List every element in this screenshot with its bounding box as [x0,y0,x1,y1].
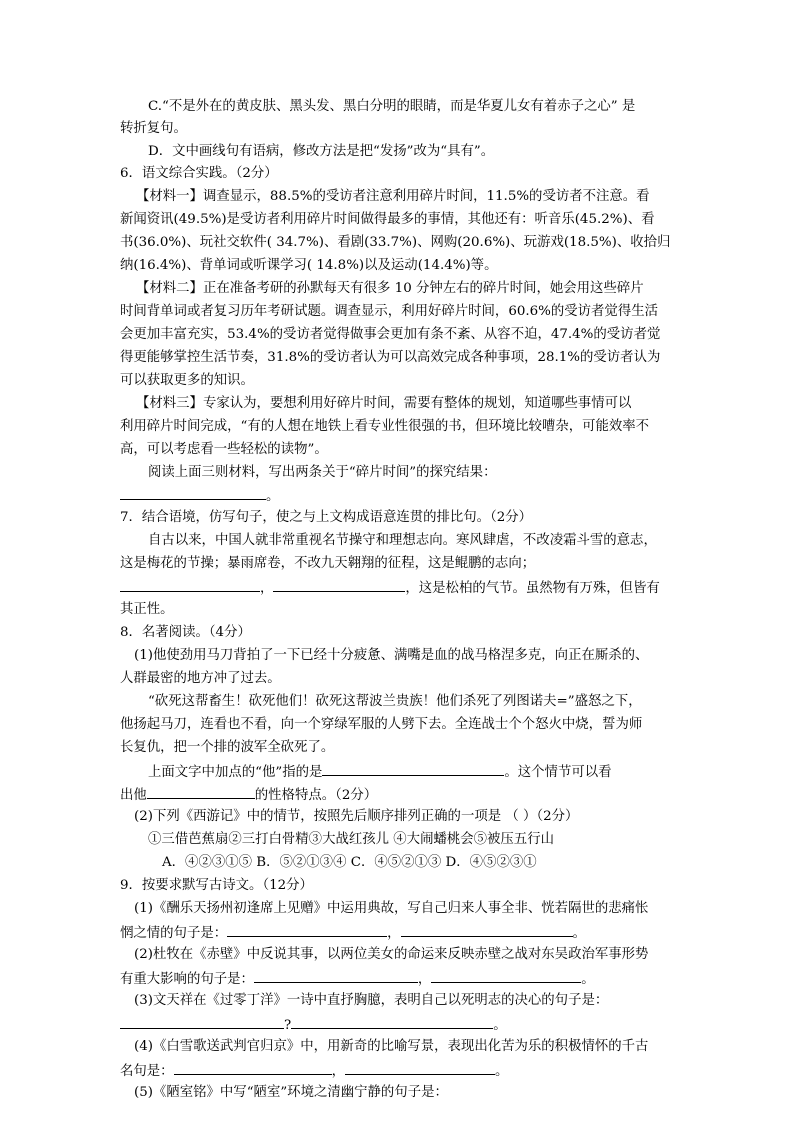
q7-line4: 其正性。 [120,602,174,617]
q9-p3-line1: (3)文天祥在《过零丁洋》一诗中直抒胸臆，表明自己以死明志的决心的句子是： [134,993,609,1008]
q6-material1-line2: 新闻资讯(49.5%)是受访者利用碎片时间做得最多的事情，其他还有：听音乐(45.2%)、看 [120,212,655,227]
q8-s1-question2 [120,783,680,806]
q9-p3-blank-1[interactable] [120,1013,284,1029]
q9-p4-period: 。 [494,1064,509,1079]
q9-p3-line2 [120,1013,680,1036]
q8-s1-line4: 他扬起马刀，连看也不看，向一个穿绿军服的人劈下去。全连战士个个怒火中烧，誓为师 [120,717,643,732]
q6-title: 6．语文综合实践。（2分） [120,166,278,181]
q6-material3-line1: 【材料三】专家认为，要想利用好碎片时间，需要有整体的规划，知道哪些事情可以 [136,396,632,411]
q8-s1-q2-b: 的性格特点。（2分） [254,788,378,803]
q7-blank-2[interactable] [273,576,405,592]
q9-p1-blank-2[interactable] [401,921,573,937]
q7-blank-1[interactable] [120,576,260,592]
q9-p4-line1: (4)《白雪歌送武判官归京》中，用新奇的比喻写景，表现出化苦为乐的积极情怀的千古 [134,1039,649,1054]
q8-s1-line1: (1)他使劲用马刀背拍了一下已经十分疲惫、满嘴是血的战马格涅多克，向正在厮杀的、 [134,648,649,663]
q6-material3-line2: 利用碎片时间完成，“有的人想在地铁上看专业性很强的书，但环境比较嘈杂，可能效率不 [120,419,650,434]
q8-s1-line2: 人群最密的地方冲了过去。 [120,671,281,686]
q9-p2-line1: (2)杜牧在《赤壁》中反说其事，以两位美女的命运来反映赤壁之战对东吴政治军事形势 [134,947,649,962]
q8-character-blank[interactable] [147,783,255,799]
q8-s2-line1: (2)下列《西游记》中的情节，按照先后顺序排列正确的一项是 （ ）（2分） [134,809,579,824]
q7-comma: ， [260,581,274,596]
q8-s1-q-b: 。这个情节可以看 [504,765,612,780]
q9-p3-mid: ? [284,1018,292,1033]
q9-p2-label: 有重大影响的句子是： [120,972,254,987]
q9-p2-comma: ， [417,972,432,987]
q9-p3-period: 。 [493,1018,507,1033]
q6-answer-line [120,484,680,507]
q8-s1-line3: “砍死这帮畜生！砍死他们！砍死这帮波兰贵族！他们杀死了列图诺夫=”盛怒之下， [148,694,642,709]
q8-s1-q2-a: 出他 [120,788,147,803]
q8-s1-line5: 长复仇，把一个排的波军全砍死了。 [120,740,335,755]
q9-title: 9．按要求默写古诗文。（12分） [120,878,313,893]
q9-p2-period: 。 [581,972,595,987]
q9-p1-label: 惘之情的句子是： [120,926,228,941]
q8-title: 8．名著阅读。（4分） [120,625,251,640]
q7-line3 [120,576,680,599]
q5-option-c-line2: 转折复句。 [120,121,187,136]
q6-answer-blank[interactable] [120,484,266,500]
q8-s1-question [148,760,708,783]
q6-material2-line5: 可以获取更多的知识。 [120,373,254,388]
q8-he-refers-blank[interactable] [322,760,504,776]
q6-material1-line4: 纳(16.4%)、背单词或听课学习( 14.8%)以及运动(14.4%)等。 [120,258,498,273]
q9-p1-line1: (1)《酬乐天扬州初逢席上见赠》中运用典故，写自己归来人事全非、恍若隔世的悲痛怅 [134,901,649,916]
q7-line2: 这是梅花的节操；暴雨席卷，不改九天翱翔的征程，这是鲲鹏的志向； [120,556,536,571]
q9-p4-blank-1[interactable] [174,1059,332,1075]
q5-option-d: D．文中画线句有语病，修改方法是把“发扬”改为“具有”。 [148,144,495,159]
q9-p2-blank-1[interactable] [254,967,418,983]
q6-end-mark: 。 [266,489,280,504]
q9-p2-blank-2[interactable] [431,967,581,983]
q9-p4-comma: ， [331,1064,345,1079]
q8-s2-items: ①三借芭蕉扇②三打白骨精③大战红孩儿 ④大闹蟠桃会⑤被压五行山 [148,832,554,847]
q6-material2-line2: 时间背单词或者复习历年考研试题。调查显示，利用好碎片时间，60.6%的受访者觉得生活 [120,304,658,319]
q9-p4-label: 名句是： [120,1064,174,1079]
q5-option-c-line1: C.“不是外在的黄皮肤、黑头发、黑白分明的眼睛，而是华夏儿女有着赤子之心” 是 [148,99,636,114]
q6-prompt: 阅读上面三则材料，写出两条关于“碎片时间”的探究结果： [148,465,497,480]
q6-material2-line3: 会更加丰富充实，53.4%的受访者觉得做事会更加有条不紊、从容不迫，47.4%的受访者觉 [120,327,661,342]
q7-line1: 自古以来，中国人就非常重视名节操守和理想志向。寒风肆虐，不改凌霜斗雪的意志， [148,533,657,548]
q6-material3-line3: 高，可以考虑看一些轻松的读物”。 [120,442,328,457]
q9-p4-blank-2[interactable] [345,1059,495,1075]
q9-p5-line1: (5)《陋室铭》中写“陋室”环境之清幽宁静的句子是： [134,1085,448,1100]
q9-p2-line2 [120,967,680,990]
q9-p1-blank-1[interactable] [227,921,387,937]
q9-p4-line2 [120,1059,680,1082]
q7-line3-tail: ，这是松柏的气节。虽然物有万殊，但皆有 [405,581,660,596]
q9-p1-line2 [120,921,680,944]
q9-p1-period: 。 [572,926,586,941]
q9-p3-blank-2[interactable] [291,1013,493,1029]
q7-title: 7．结合语境，仿写句子，使之与上文构成语意连贯的排比句。（2分） [120,510,533,525]
q9-p1-comma: ， [387,926,401,941]
q6-material1-line3: 书(36.0%)、玩社交软件( 34.7%)、看剧(33.7%)、网购(20.6%)、玩游戏(18.5%)、收拾归 [120,235,671,250]
q6-material2-line4: 得更能够掌控生活节奏，31.8%的受访者认为可以高效完成各种事项，28.1%的受访者认为 [120,350,661,365]
q6-material1-line1: 【材料一】调查显示，88.5%的受访者注意利用碎片时间，11.5%的受访者不注意。看 [136,189,650,204]
q8-s2-options: A．④②③①⑤ B．⑤②①③④ C．④⑤②①③ D．④⑤②③① [162,855,537,870]
q8-s1-q-a: 上面文字中加点的“他”指的是 [148,765,323,780]
q6-material2-line1: 【材料二】正在准备考研的孙默每天有很多 10 分钟左右的碎片时间，她会用这些碎片 [136,281,644,296]
